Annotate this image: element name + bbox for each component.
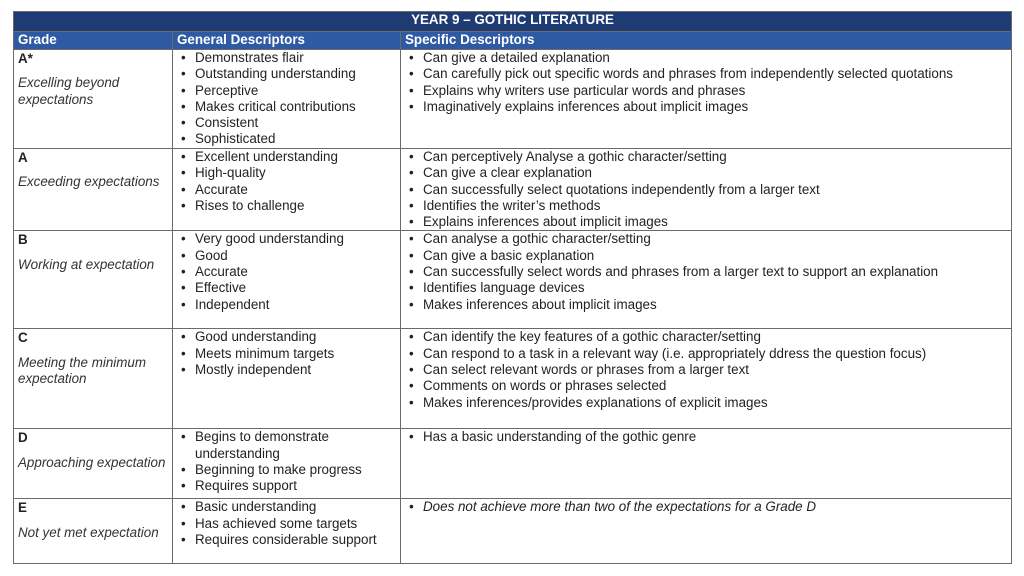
- specific-descriptor: • Can give a detailed explanation: [405, 50, 1007, 66]
- grade-cell: [14, 429, 173, 499]
- grade-row-b: [14, 231, 1012, 329]
- general-descriptor: • Beginning to make progress: [177, 462, 396, 478]
- grade-label: Exceeding expectations: [18, 174, 160, 190]
- general-descriptor: • Meets minimum targets: [177, 346, 396, 362]
- specific-descriptor: • Can select relevant words or phrases from a larger text: [405, 362, 1007, 378]
- grade-row-c: [14, 329, 1012, 429]
- general-descriptors-cell: [173, 499, 401, 564]
- general-descriptors-cell: [173, 149, 401, 231]
- general-descriptor: • Begins to demonstrate understanding: [177, 429, 396, 462]
- general-descriptors-cell: [173, 329, 401, 429]
- specific-descriptor: • Can perceptively Analyse a gothic character/setting: [405, 149, 1007, 165]
- grade-label: Meeting the minimum expectation: [18, 354, 147, 387]
- grade-label: Approaching expectation: [18, 454, 166, 470]
- specific-descriptor: • Explains inferences about implicit images: [405, 214, 1007, 230]
- general-descriptor: • Independent: [177, 297, 396, 313]
- header-specific-descriptors: Specific Descriptors: [401, 32, 1012, 50]
- general-descriptor: • Demonstrates flair: [177, 50, 396, 66]
- general-descriptor: • Requires considerable support: [177, 532, 396, 548]
- header-grade: Grade: [14, 32, 173, 50]
- general-descriptor: • Good: [177, 248, 396, 264]
- specific-descriptor: • Can successfully select words and phrases from a larger text to support an explanation: [405, 264, 1007, 280]
- specific-descriptor: • Can carefully pick out specific words and phrases from independently selected quotations: [405, 66, 1007, 82]
- grade-label: Excelling beyond expectations: [18, 75, 120, 107]
- specific-descriptor: • Does not achieve more than two of the expectations for a Grade D: [405, 499, 1007, 515]
- general-descriptor: • Basic understanding: [177, 499, 396, 515]
- grade-letter: A: [18, 150, 28, 165]
- specific-descriptor: • Comments on words or phrases selected: [405, 378, 1007, 394]
- specific-descriptor: • Identifies the writer’s methods: [405, 198, 1007, 214]
- specific-descriptor: • Can give a basic explanation: [405, 248, 1007, 264]
- grade-cell: [14, 329, 173, 429]
- general-descriptor: • Outstanding understanding: [177, 66, 396, 82]
- header-row: [14, 32, 1012, 50]
- specific-descriptor: • Makes inferences about implicit images: [405, 297, 1007, 313]
- general-descriptor: • Rises to challenge: [177, 198, 396, 214]
- table-title: YEAR 9 – GOTHIC LITERATURE: [14, 12, 1012, 32]
- general-descriptor: • Has achieved some targets: [177, 516, 396, 532]
- specific-descriptors-cell: [401, 429, 1012, 499]
- general-descriptor: • Perceptive: [177, 83, 396, 99]
- general-descriptor: • Requires support: [177, 478, 396, 494]
- general-descriptor: • Consistent: [177, 115, 396, 131]
- specific-descriptor: • Explains why writers use particular words and phrases: [405, 83, 1007, 99]
- grade-cell: [14, 499, 173, 564]
- specific-descriptors-cell: [401, 329, 1012, 429]
- specific-descriptor: • Makes inferences/provides explanations of explicit images: [405, 395, 1007, 411]
- grade-row-a: [14, 149, 1012, 231]
- general-descriptor: • Accurate: [177, 264, 396, 280]
- header-general-descriptors: General Descriptors: [173, 32, 401, 50]
- grade-letter: E: [18, 500, 27, 516]
- grade-cell: [14, 231, 173, 329]
- grade-cell: [14, 50, 173, 149]
- grade-row-a-star: [14, 50, 1012, 149]
- specific-descriptor: • Identifies language devices: [405, 280, 1007, 296]
- general-descriptor: • Very good understanding: [177, 231, 396, 247]
- general-descriptor: • Effective: [177, 280, 396, 296]
- general-descriptors-cell: [173, 50, 401, 149]
- specific-descriptors-cell: [401, 50, 1012, 149]
- specific-descriptors-cell: [401, 499, 1012, 564]
- grade-row-e: [14, 499, 1012, 564]
- specific-descriptor: • Imaginatively explains inferences about implicit images: [405, 99, 1007, 115]
- general-descriptors-cell: [173, 231, 401, 329]
- title-row: [14, 12, 1012, 32]
- general-descriptor: • Mostly independent: [177, 362, 396, 378]
- specific-descriptors-cell: [401, 149, 1012, 231]
- specific-descriptor: • Can analyse a gothic character/setting: [405, 231, 1007, 247]
- general-descriptors-cell: [173, 429, 401, 499]
- general-descriptor: • Makes critical contributions: [177, 99, 396, 115]
- grade-letter: A*: [18, 51, 33, 66]
- specific-descriptors-cell: [401, 231, 1012, 329]
- general-descriptor: • High-quality: [177, 165, 396, 181]
- specific-descriptor: • Can respond to a task in a relevant way (i.e. appropriately ddress the question focus): [405, 346, 1007, 362]
- grade-letter: C: [18, 330, 28, 346]
- grade-letter: D: [18, 430, 28, 446]
- specific-descriptor: • Has a basic understanding of the gothic genre: [405, 429, 1007, 445]
- grade-label: Working at expectation: [18, 256, 155, 272]
- general-descriptor: • Sophisticated: [177, 131, 396, 147]
- grade-row-d: [14, 429, 1012, 499]
- specific-descriptor: • Can identify the key features of a gothic character/setting: [405, 329, 1007, 345]
- grade-letter: B: [18, 232, 28, 248]
- grade-cell: [14, 149, 173, 231]
- general-descriptor: • Excellent understanding: [177, 149, 396, 165]
- general-descriptor: • Accurate: [177, 182, 396, 198]
- general-descriptor: • Good understanding: [177, 329, 396, 345]
- grade-label: Not yet met expectation: [18, 524, 159, 540]
- specific-descriptor: • Can give a clear explanation: [405, 165, 1007, 181]
- gothic-literature-rubric-table: [13, 11, 1012, 564]
- specific-descriptor: • Can successfully select quotations independently from a larger text: [405, 182, 1007, 198]
